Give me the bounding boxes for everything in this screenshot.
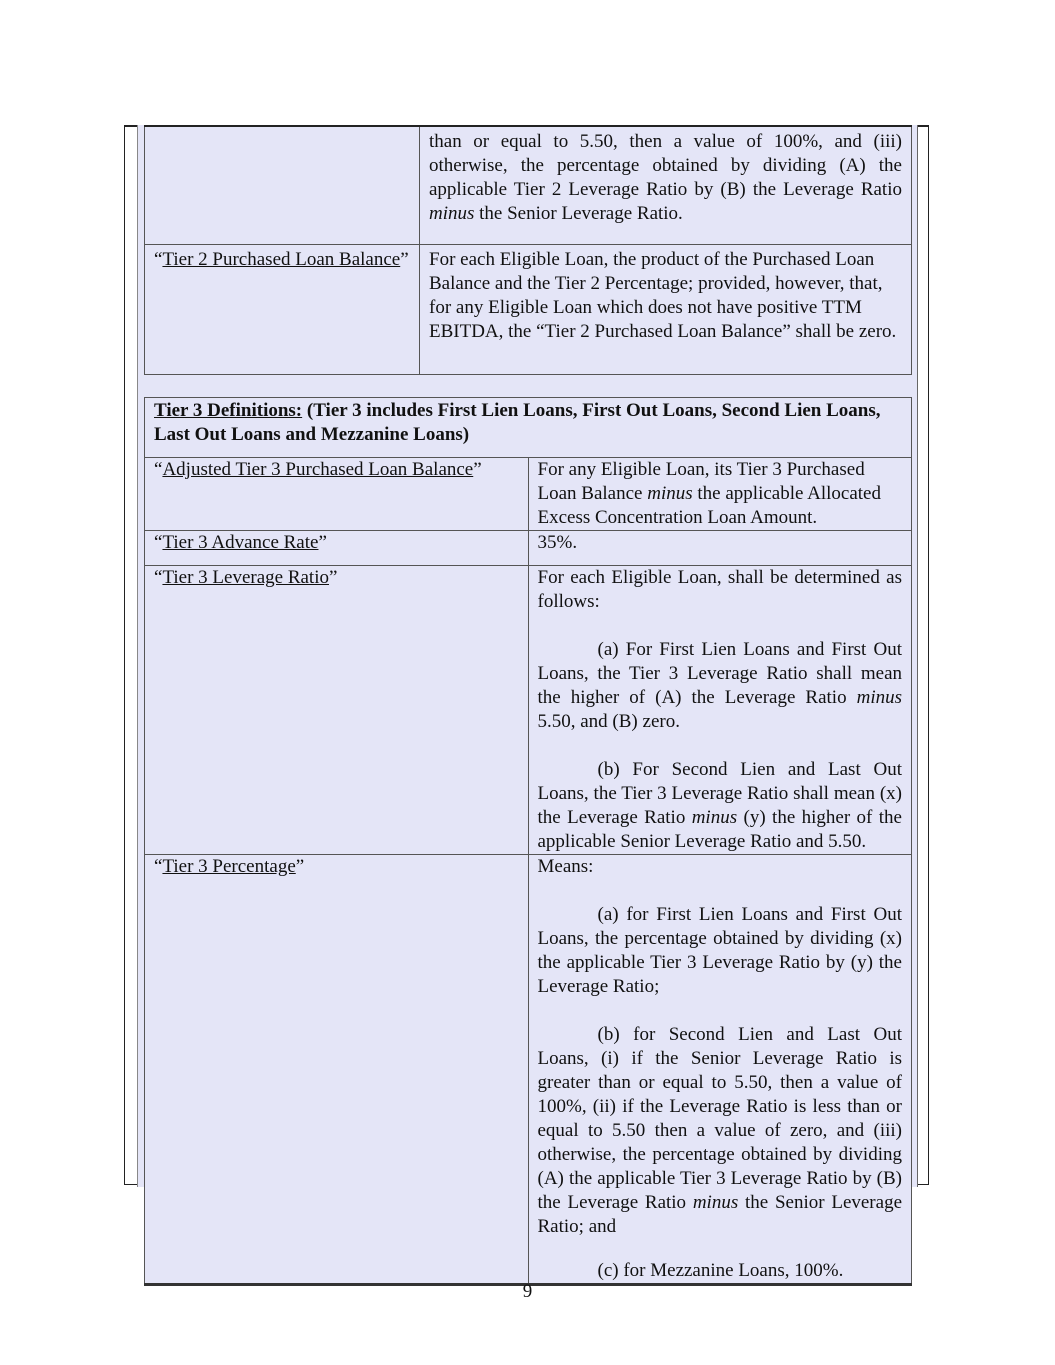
term-cell: “Tier 3 Percentage”	[145, 855, 529, 1285]
clause-b: (b) For Second Lien and Last Out Loans, the Tier 3 Leverage Ratio shall mean (x) the Leverage Ratio minus (y) the higher of the applicable Senior Leverage Ratio and 5.50.	[537, 759, 902, 852]
defined-term: Tier 3 Percentage	[162, 856, 296, 877]
definition-intro: Means:	[537, 856, 594, 877]
term-cell: “Tier 3 Leverage Ratio”	[145, 566, 529, 855]
clause-c: (c) for Mezzanine Loans, 100%.	[597, 1260, 844, 1281]
page-number: 9	[522, 1281, 533, 1302]
table-row	[145, 126, 912, 244]
term-cell: “Adjusted Tier 3 Purchased Loan Balance”	[145, 458, 529, 531]
table-row	[145, 244, 912, 374]
defined-term: Tier 2 Purchased Loan Balance	[162, 248, 401, 270]
defined-term: Tier 3 Leverage Ratio	[162, 567, 329, 588]
clause-b: (b) for Second Lien and Last Out Loans, (i) if the Senior Leverage Ratio is greater than or equal to 5.50, then a value of 100%, (ii) if the Leverage Ratio is less than or equal to 5.50 then a value of zero, and (iii) otherwise, the percentage obtained by dividing (A) the applicable Tier 3 Leverage Ratio by (B) the Leverage Ratio minus the Senior Leverage Ratio; and	[537, 1024, 902, 1237]
defined-term: Adjusted Tier 3 Purchased Loan Balance	[162, 459, 474, 480]
clause-a: (a) for First Lien Loans and First Out Loans, the percentage obtained by dividing (x) the applicable Tier 3 Leverage Ratio by (y) the Leverage Ratio;	[537, 904, 902, 997]
definition-cell	[528, 855, 912, 1285]
table-row	[145, 855, 912, 1285]
definition-intro: For each Eligible Loan, shall be determined as follows:	[537, 567, 902, 612]
definition-cell	[528, 566, 912, 855]
table-row	[145, 458, 912, 531]
definition-cell: For each Eligible Loan, the product of the Purchased Loan Balance and the Tier 2 Percentage; provided, however, that, for any Eligible Loan which does not have positive TTM EBITDA, the “Tier 2 Purchased Loan Balance” shall be zero.	[420, 244, 912, 374]
section-title: Tier 3 Definitions:	[154, 400, 303, 421]
definition-cell: 35%.	[528, 531, 912, 566]
definition-cell: than or equal to 5.50, then a value of 100%, and (iii) otherwise, the percentage obtained by dividing (A) the applicable Tier 2 Leverage Ratio by (B) the Leverage Ratio minus the Senior Leverage Ratio.	[420, 126, 912, 244]
clause-a: (a) For First Lien Loans and First Out Loans, the Tier 3 Leverage Ratio shall mean the higher of (A) the Leverage Ratio minus 5.50, and (B) zero.	[537, 639, 902, 732]
term-cell	[145, 126, 420, 244]
tier3-definitions-table	[144, 397, 912, 1286]
table-row	[145, 566, 912, 855]
tier2-definitions-table	[144, 125, 912, 375]
defined-term: Tier 3 Advance Rate	[162, 532, 319, 553]
table-row	[145, 531, 912, 566]
term-cell: “Tier 3 Advance Rate”	[145, 531, 529, 566]
term-cell: “Tier 2 Purchased Loan Balance”	[145, 244, 420, 374]
definition-cell: For any Eligible Loan, its Tier 3 Purchased Loan Balance minus the applicable Allocated Excess Concentration Loan Amount.	[528, 458, 912, 531]
section-header-row	[145, 398, 912, 458]
section-header: Tier 3 Definitions: (Tier 3 includes First Lien Loans, First Out Loans, Second Lien Loans, Last Out Loans and Mezzanine Loans)	[145, 398, 912, 458]
